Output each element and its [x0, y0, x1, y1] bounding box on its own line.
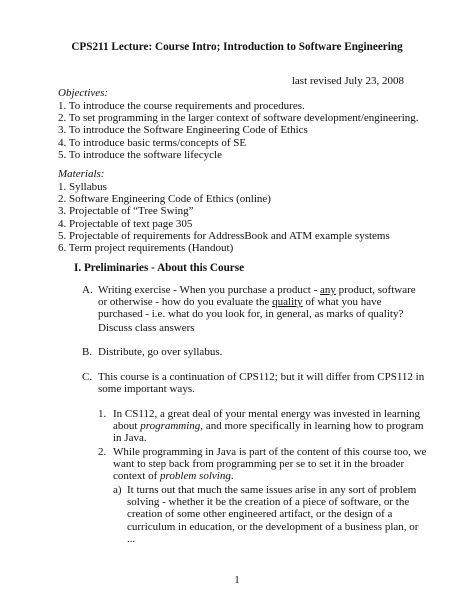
objective-item: 5. To introduce the software lifecycle — [58, 148, 222, 161]
material-item: 2. Software Engineering Code of Ethics (online) — [58, 193, 271, 206]
item-c-text: This course is a continuation of CPS112; but it will differ from CPS112 in some important ways. — [98, 371, 425, 396]
item-c2a-label: a) — [113, 484, 122, 496]
discuss-note: Discuss class answers — [98, 322, 195, 334]
objective-item: 4. To introduce basic terms/concepts of SE — [58, 136, 247, 149]
last-revised-date: last revised July 23, 2008 — [291, 75, 404, 87]
item-c-label: C. — [82, 371, 93, 383]
item-a-text: Writing exercise - When you purchase a product - any product, software or otherwise - how do you evaluate the quality of what you have purchased - i.e. what do you look for, in general, as marks of quality? — [98, 284, 416, 321]
section-heading: I. Preliminaries - About this Course — [74, 262, 245, 274]
item-b-label: B. — [82, 346, 93, 358]
material-item: 6. Term project requirements (Handout) — [58, 242, 234, 255]
item-a-label: A. — [82, 284, 93, 296]
page-number: 1 — [234, 574, 240, 586]
objective-item: 1. To introduce the course requirements and procedures. — [58, 100, 305, 112]
material-item: 5. Projectable of requirements for AddressBook and ATM example systems — [58, 229, 390, 242]
objective-item: 3. To introduce the Software Engineering Code of Ethics — [58, 124, 308, 137]
objective-item: 2. To set programming in the larger context of software development/engineering. — [58, 112, 419, 125]
materials-list — [58, 181, 390, 254]
item-c2-label: 2. — [98, 446, 107, 458]
material-item: 3. Projectable of “Tree Swing” — [58, 205, 194, 218]
objectives-heading: Objectives: — [58, 87, 109, 99]
material-item: 4. Projectable of text page 305 — [58, 217, 193, 230]
material-item: 1. Syllabus — [58, 181, 107, 193]
item-b-text: Distribute, go over syllabus. — [98, 346, 223, 358]
item-c1-label: 1. — [98, 408, 107, 420]
materials-heading: Materials: — [58, 168, 105, 180]
item-c2-text: While programming in Java is part of the content of this course too, we want to step back from programming per se to set it in the broader context of problem solving. — [113, 446, 427, 483]
item-c2a-text: It turns out that much the same issues arise in any sort of problem solving - whether it be the creation of a piece of software, or the creation of some other engineered artifact, or the design of a curriculum in education, or the development of a business plan, or ... — [127, 484, 419, 545]
objectives-list — [58, 100, 419, 161]
item-c1-text: In CS112, a great deal of your mental energy was invested in learning about programming, and more specifically in learning how to program in Java. — [113, 408, 424, 445]
page-title: CPS211 Lecture: Course Intro; Introduction to Software Engineering — [71, 41, 403, 53]
